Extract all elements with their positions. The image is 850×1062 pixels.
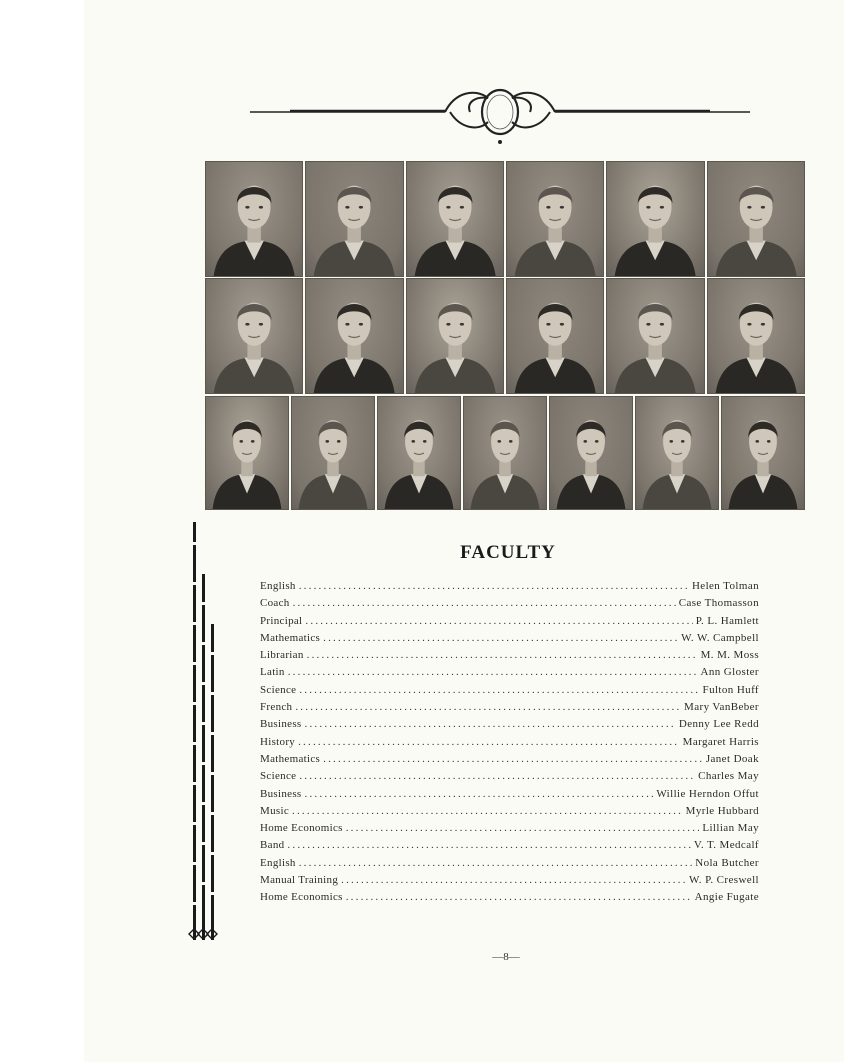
faculty-portrait — [205, 278, 303, 394]
faculty-portrait — [606, 278, 704, 394]
roster-subject: English — [260, 580, 296, 592]
dot-leader — [346, 822, 700, 834]
roster-row — [260, 891, 759, 908]
roster-subject: Band — [260, 839, 285, 852]
roster-row — [260, 874, 759, 891]
roster-subject: Manual Training — [260, 874, 339, 887]
dot-leader — [305, 718, 676, 730]
roster-name: Margaret Harris — [682, 735, 759, 748]
faculty-portrait — [305, 161, 403, 277]
roster-subject: Home Economics — [260, 822, 343, 835]
roster-name: M. M. Moss — [700, 649, 759, 662]
roster-row — [260, 718, 759, 735]
faculty-portrait — [707, 278, 805, 394]
roster-row — [260, 684, 759, 701]
photo-row — [205, 161, 805, 277]
faculty-portrait — [406, 278, 504, 394]
dot-leader — [299, 857, 693, 869]
dot-leader — [298, 736, 680, 748]
dot-leader — [292, 805, 683, 817]
roster-subject: Principal — [260, 614, 303, 627]
roster-subject: Science — [260, 683, 297, 696]
faculty-portrait — [506, 278, 604, 394]
roster-row — [260, 770, 759, 787]
faculty-portrait — [606, 161, 704, 277]
roster-name: P. L. Hamlett — [695, 614, 759, 627]
roster-row — [260, 632, 759, 649]
roster-subject: Business — [260, 787, 302, 800]
roster-row — [260, 615, 759, 632]
roster-row — [260, 736, 759, 753]
roster-name: Myrle Hubbard — [685, 804, 759, 817]
roster-name: Janet Doak — [705, 752, 759, 765]
roster-subject: Coach — [260, 597, 290, 610]
roster-row — [260, 805, 759, 822]
roster-subject: Business — [260, 718, 302, 731]
roster-name: Ann Gloster — [700, 666, 759, 679]
roster-row — [260, 753, 759, 770]
dot-leader — [295, 701, 681, 713]
roster-subject: Music — [260, 804, 289, 817]
roster-name: Case Thomasson — [678, 597, 759, 610]
faculty-portrait — [506, 161, 604, 277]
roster-name: Willie Herndon Offut — [656, 787, 759, 800]
roster-name: V. T. Medcalf — [693, 839, 759, 852]
header-ornament — [250, 82, 750, 146]
dot-leader — [305, 788, 654, 800]
faculty-portrait — [707, 161, 805, 277]
roster-row — [260, 580, 759, 597]
roster-name: W. P. Creswell — [689, 874, 759, 887]
roster-subject: Mathematics — [260, 631, 321, 644]
faculty-portrait — [291, 396, 375, 510]
roster-row — [260, 839, 759, 856]
dot-leader — [323, 753, 703, 765]
roster-subject: Librarian — [260, 649, 304, 662]
roster-row — [260, 822, 759, 839]
photo-row — [205, 396, 805, 510]
roster-subject: Mathematics — [260, 752, 321, 765]
roster-name: Mary VanBeber — [684, 701, 759, 714]
faculty-portrait — [463, 396, 547, 510]
faculty-portrait — [635, 396, 719, 510]
roster-name: Fulton Huff — [702, 683, 759, 696]
faculty-portrait — [377, 396, 461, 510]
faculty-portrait — [205, 396, 289, 510]
roster-row — [260, 649, 759, 666]
dot-leader — [346, 891, 692, 903]
page-number: —8— — [492, 951, 520, 963]
roster-name: Denny Lee Redd — [678, 718, 759, 731]
roster-subject: Science — [260, 770, 297, 783]
dot-leader — [293, 597, 676, 609]
dot-leader — [307, 649, 698, 661]
roster-name: Charles May — [698, 770, 759, 783]
dot-leader — [299, 580, 689, 592]
roster-name: Nola Butcher — [695, 856, 759, 869]
dot-leader — [299, 684, 699, 696]
roster-subject: Latin — [260, 666, 285, 679]
faculty-portrait — [721, 396, 805, 510]
roster-subject: Home Economics — [260, 891, 343, 904]
roster-row — [260, 701, 759, 718]
faculty-portrait — [406, 161, 504, 277]
roster-name: W. W. Campbell — [681, 631, 759, 644]
roster-row — [260, 597, 759, 614]
photo-row — [205, 278, 805, 394]
roster-subject: History — [260, 735, 296, 748]
roster-name: Lillian May — [702, 822, 759, 835]
side-border-ornament — [188, 522, 218, 942]
faculty-portrait — [305, 278, 403, 394]
faculty-portrait — [205, 161, 303, 277]
roster-name: Helen Tolman — [691, 580, 759, 592]
page-title: FACULTY — [460, 542, 556, 563]
faculty-roster — [260, 580, 759, 909]
roster-row — [260, 666, 759, 683]
dot-leader — [288, 666, 698, 678]
roster-subject: French — [260, 701, 293, 714]
roster-row — [260, 857, 759, 874]
roster-name: Angie Fugate — [694, 891, 759, 904]
dot-leader — [341, 874, 686, 886]
dot-leader — [305, 615, 692, 627]
roster-row — [260, 788, 759, 805]
roster-subject: English — [260, 856, 296, 869]
dot-leader — [323, 632, 678, 644]
faculty-portrait — [549, 396, 633, 510]
dot-leader — [287, 839, 691, 851]
dot-leader — [299, 770, 695, 782]
